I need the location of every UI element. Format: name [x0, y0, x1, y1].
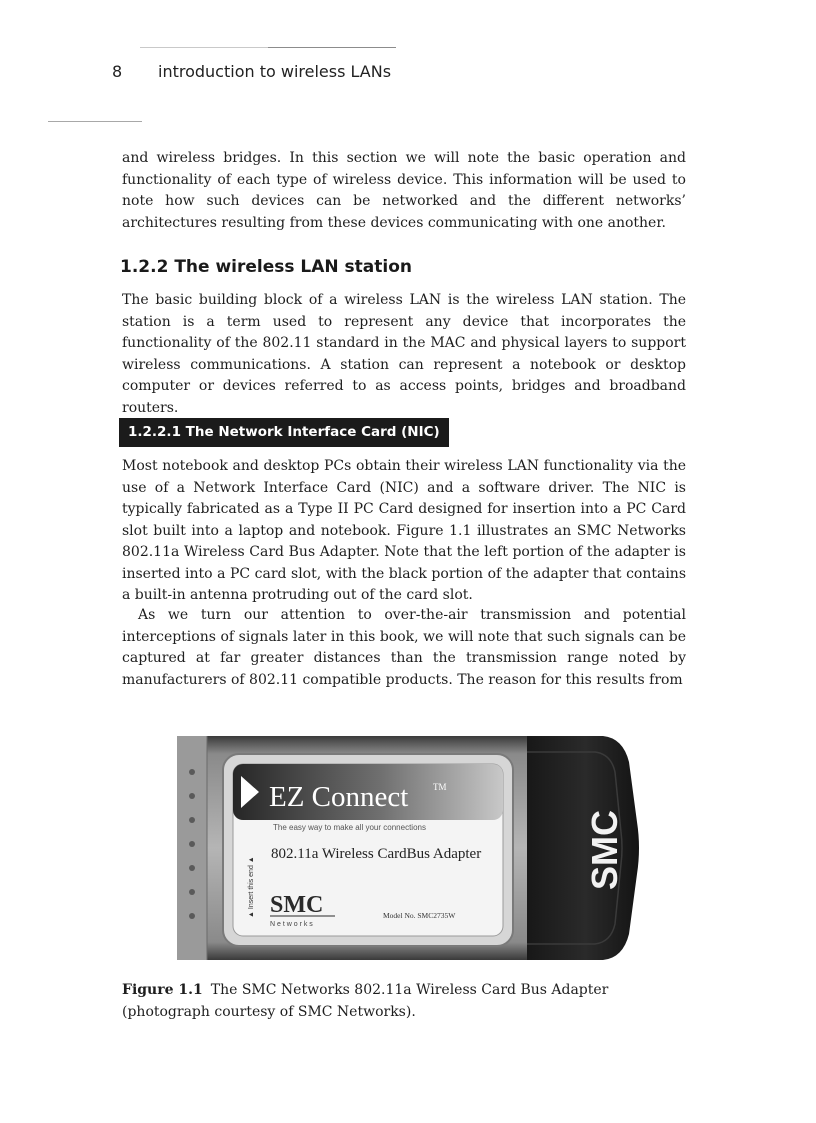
smc-logo-text: SMC [270, 892, 324, 918]
product-name-text: 802.11a Wireless CardBus Adapter [271, 846, 482, 862]
running-title: introduction to wireless LANs [158, 62, 392, 81]
figure-pc-card [175, 732, 645, 964]
figure-caption [122, 980, 686, 1023]
caption-label: Figure 1.1 [122, 982, 203, 998]
header-rule-left [48, 121, 142, 122]
brand-text: EZ Connect [269, 781, 409, 813]
paragraph-transmission: As we turn our attention to over-the-air transmission and potential interceptions of signals later in this book, we will note that such signals can be captured at far greater distances than the transmission range noted by manufacturers of 802.11 compatible products. The reason for this results from [122, 607, 686, 688]
header-rule-top [140, 47, 396, 48]
antenna-smc-logo: SMC [584, 810, 625, 890]
networks-text: N e t w o r k s [270, 921, 313, 928]
paragraph-nic: Most notebook and desktop PCs obtain their wireless LAN functionality via the use of a Network Interface Card (NIC) and a software driver. The NIC is typically fabricated as a Type II PC Card designed for insertion into a PC Card slot built into a laptop and notebook. Figure 1.1 illustrates an SMC Networks 802.11a Wireless Card Bus Adapter. Note that the left portion of the adapter is inserted into a PC card slot, with the black portion of the adapter that contains a built-in antenna protruding out of the card slot. [122, 458, 686, 603]
section-heading: 1.2.2 The wireless LAN station [120, 257, 413, 277]
page-number: 8 [112, 62, 123, 81]
paragraph-intro: and wireless bridges. In this section we will note the basic operation and functionality of each type of wireless device. This information will be used to note how such devices can be networked and the different networks’ architectures resulting from these devices communicating with one another. [122, 150, 686, 231]
tagline-text: The easy way to make all your connections [273, 823, 426, 832]
insert-end-text: ▲ Insert this end ▲ [248, 856, 255, 918]
subsection-heading: 1.2.2.1 The Network Interface Card (NIC) [119, 418, 449, 447]
caption-text: The SMC Networks 802.11a Wireless Card Bus Adapter (photograph courtesy of SMC Networks). [122, 982, 609, 1020]
trademark-text: TM [433, 782, 447, 792]
pc-card-illustration [175, 732, 645, 964]
model-number-text: Model No. SMC2735W [383, 911, 456, 920]
paragraph-station: The basic building block of a wireless LAN is the wireless LAN station. The station is a term used to represent any device that incorporates the functionality of the 802.11 standard in the MAC and physical layers to support wireless communications. A station can represent a notebook or desktop computer or devices referred to as access points, bridges and broadband routers. [122, 292, 686, 416]
